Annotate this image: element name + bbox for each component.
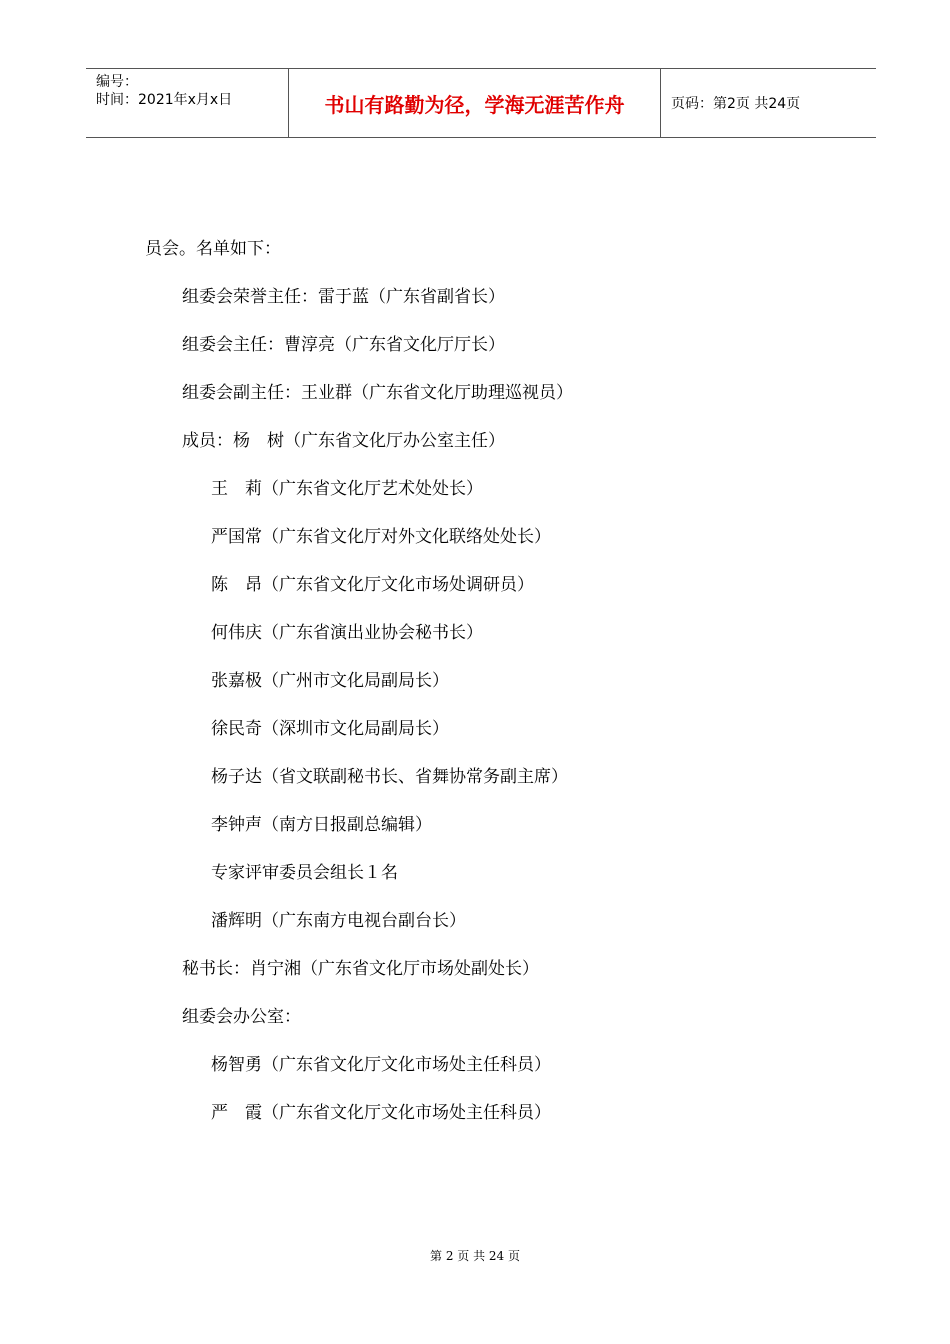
- list-item: 组委会荣誉主任：雷于蓝（广东省副省长）: [182, 287, 505, 307]
- document-header: [86, 68, 876, 138]
- list-item: 秘书长：肖宁湘（广东省文化厅市场处副处长）: [182, 959, 539, 979]
- list-item: 李钟声（南方日报副总编辑）: [211, 815, 432, 835]
- list-item: 潘辉明（广东南方电视台副台长）: [211, 911, 466, 931]
- document-body: [145, 234, 805, 1146]
- header-motto: 书山有路勤为径，学海无涯苦作舟: [288, 69, 661, 137]
- list-item: 杨智勇（广东省文化厅文化市场处主任科员）: [211, 1055, 551, 1075]
- list-item: 严 霞（广东省文化厅文化市场处主任科员）: [211, 1103, 551, 1123]
- list-item: 组委会办公室：: [182, 1007, 301, 1027]
- list-item: 组委会主任：曹淳亮（广东省文化厅厅长）: [182, 335, 505, 355]
- intro-line: 员会。名单如下：: [145, 239, 281, 259]
- list-item: 徐民奇（深圳市文化局副局长）: [211, 719, 449, 739]
- list-item: 成员：杨 树（广东省文化厅办公室主任）: [182, 431, 505, 451]
- list-item: 王 莉（广东省文化厅艺术处处长）: [211, 479, 483, 499]
- list-item: 专家评审委员会组长１名: [211, 863, 398, 883]
- list-item: 杨子达（省文联副秘书长、省舞协常务副主席）: [211, 767, 568, 787]
- header-meta: [86, 69, 288, 137]
- document-number-label: 编号：: [96, 74, 138, 90]
- list-item: 何伟庆（广东省演出业协会秘书长）: [211, 623, 483, 643]
- list-item: 严国常（广东省文化厅对外文化联络处处长）: [211, 527, 551, 547]
- list-item: 组委会副主任：王业群（广东省文化厅助理巡视员）: [182, 383, 573, 403]
- list-item: 陈 昂（广东省文化厅文化市场处调研员）: [211, 575, 534, 595]
- page-footer: 第 2 页 共 24 页: [430, 1249, 520, 1263]
- list-item: 张嘉极（广州市文化局副局长）: [211, 671, 449, 691]
- document-date: 时间：2021年x月x日: [96, 92, 233, 108]
- header-page-info: 页码：第2页 共24页: [671, 96, 801, 112]
